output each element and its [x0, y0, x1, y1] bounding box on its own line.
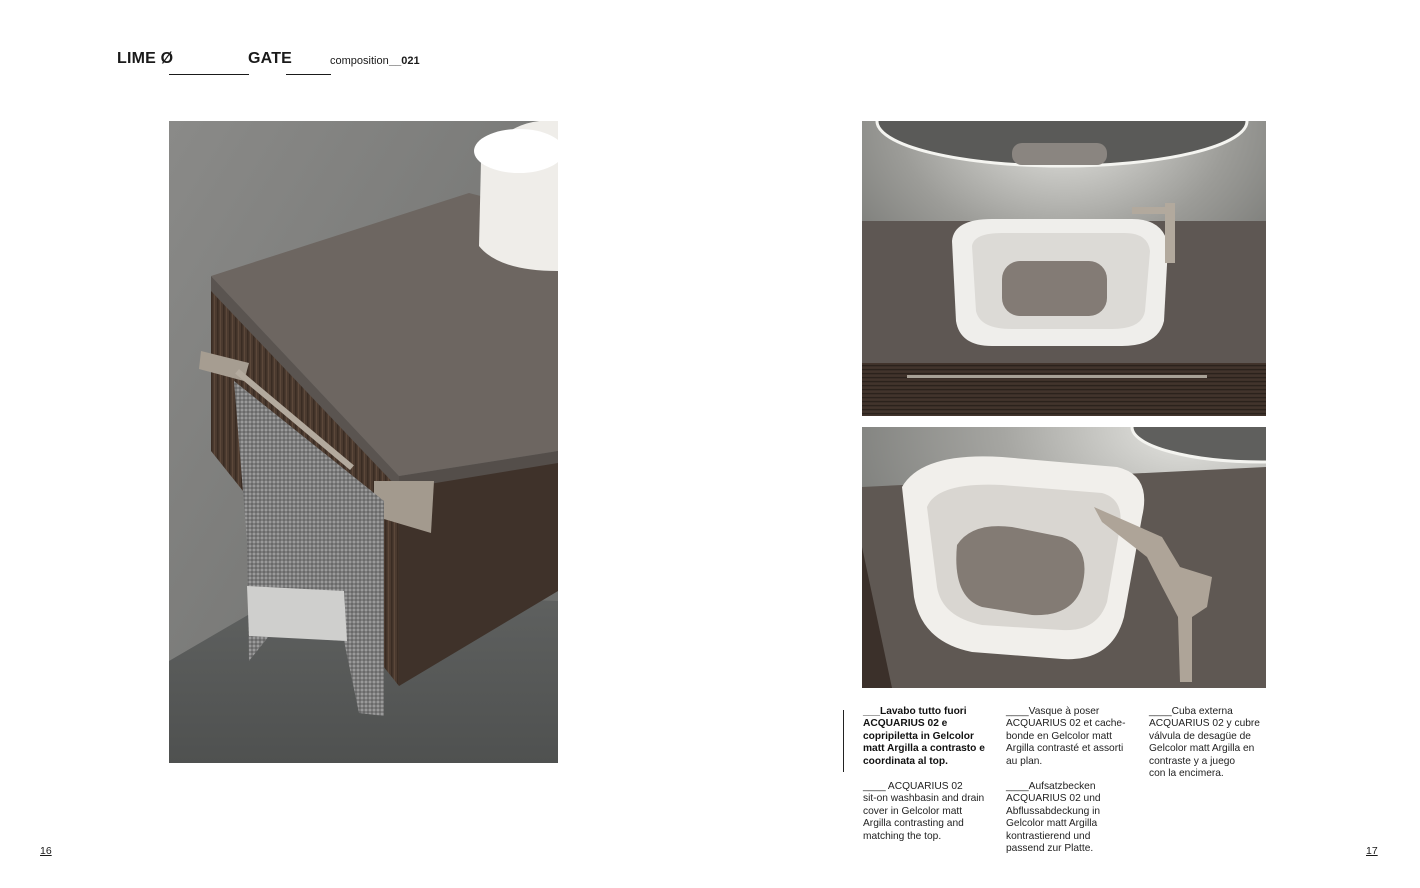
caption-spanish: ____Cuba externa ACQUARIUS 02 y cubre válvula de desagüe de Gelcolor matt Argilla en contraste y a juego con la encimera. — [1149, 706, 1260, 780]
header-rule — [169, 74, 249, 75]
caption-italian: ___Lavabo tutto fuori ACQUARIUS 02 e copripiletta in Gelcolor matt Argilla a contrasto e coordinata al top. — [863, 706, 985, 767]
caption-divider — [843, 710, 844, 772]
header-rule — [286, 74, 331, 75]
caption-german: ____Aufsatzbecken ACQUARIUS 02 und Abflussabdeckung in Gelcolor matt Argilla kontrastierend und passend zur Platte. — [1006, 781, 1101, 855]
sit-on-washbasin-mirror-photo — [862, 121, 1266, 416]
brand-gate: GATE — [248, 50, 293, 67]
product-captions — [843, 706, 1273, 866]
sit-on-washbasin-faucet-closeup-photo — [862, 427, 1266, 688]
composition-label: composition — [330, 55, 389, 67]
caption-french: ____Vasque à poser ACQUARIUS 02 et cache- bonde en Gelcolor matt Argilla contrasté et assorti au plan. — [1006, 706, 1126, 767]
caption-english: ____ ACQUARIUS 02 sit-on washbasin and drain cover in Gelcolor matt Argilla contrasting and matching the top. — [863, 781, 985, 842]
page-number-right: 17 — [1366, 845, 1378, 857]
washbasin-cabinet-towel-rail-photo — [169, 121, 558, 763]
composition-number: __021 — [389, 55, 420, 67]
brand-lime: LIME Ø — [117, 50, 174, 67]
page-number-left: 16 — [40, 845, 52, 857]
